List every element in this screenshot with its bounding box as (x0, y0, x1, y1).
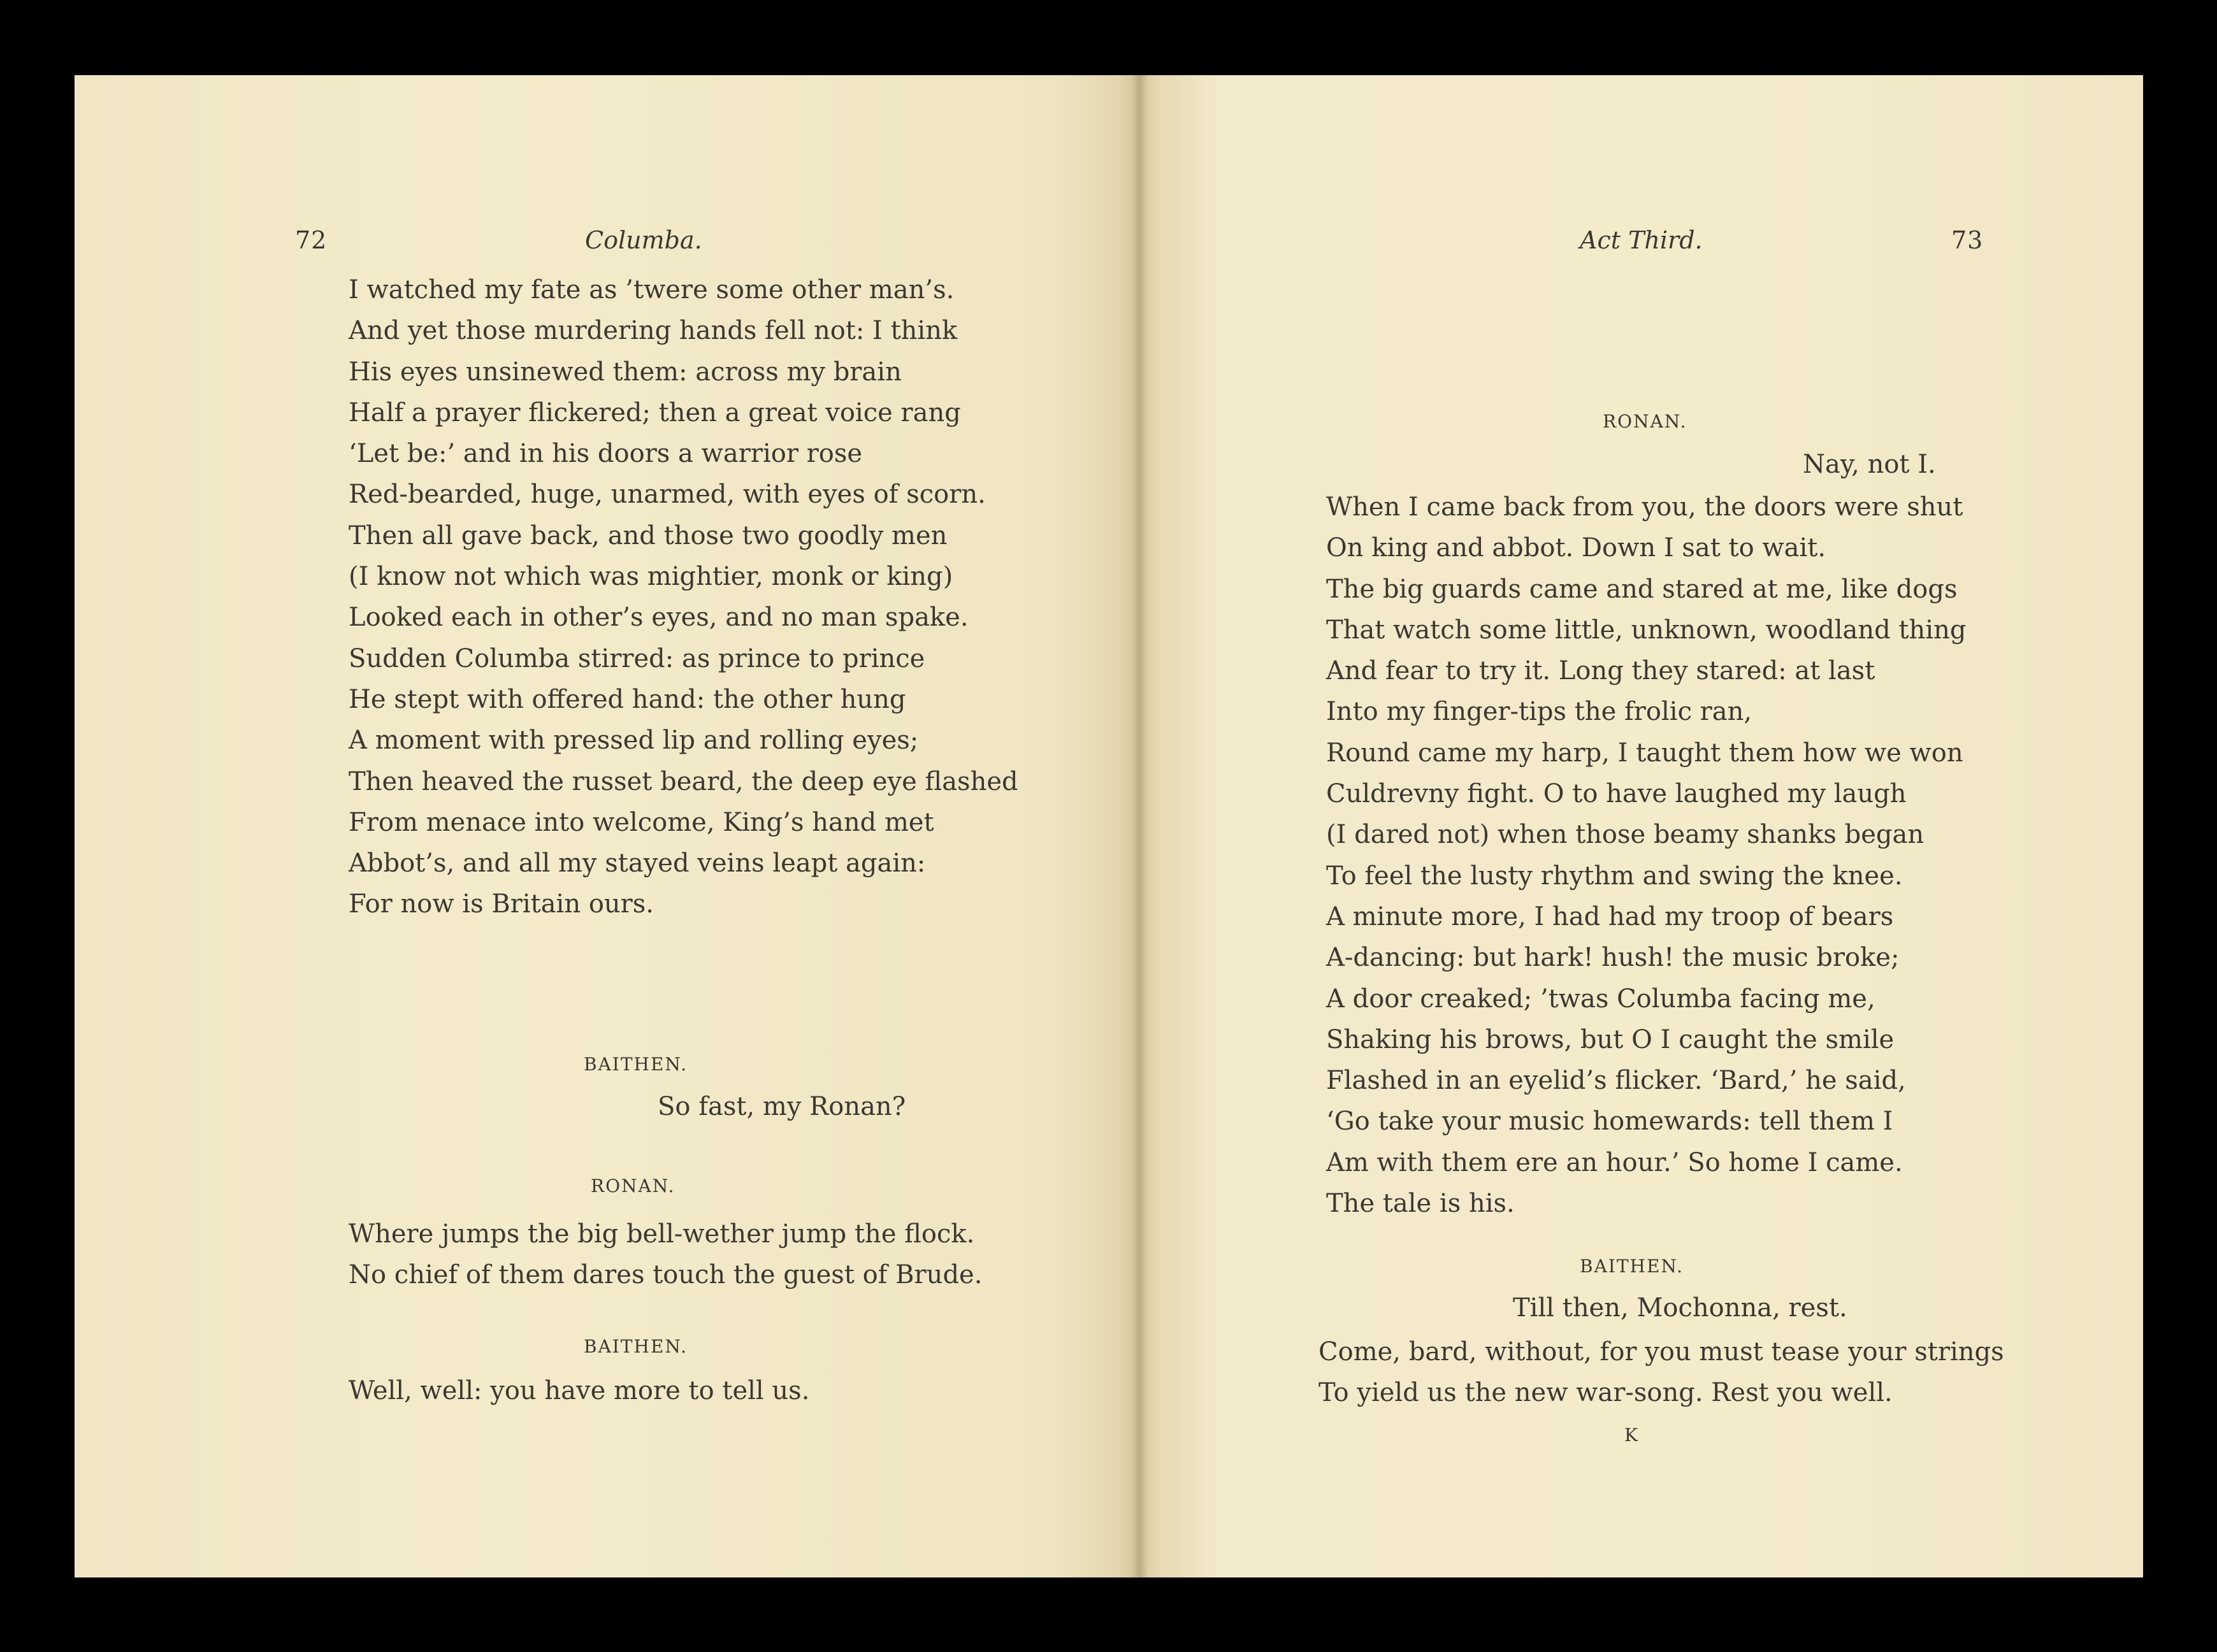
verse-line: Red-bearded, huge, unarmed, with eyes of scorn. (349, 480, 986, 510)
verse-block-ronan-right (1326, 487, 1966, 1224)
verse-line-indented: So fast, my Ronan? (658, 1092, 906, 1121)
verse-line: The tale is his. (1326, 1189, 1515, 1219)
right-page (1140, 75, 2143, 1577)
verse-line: Half a prayer flickered; then a great voice rang (349, 398, 961, 427)
speaker-heading: RONAN. (1603, 411, 1687, 432)
book-gutter (1132, 75, 1148, 1577)
verse-line: A minute more, I had had my troop of bears (1326, 901, 1894, 931)
signature-mark: K (1624, 1425, 1638, 1446)
verse-line: Then all gave back, and those two goodly men (349, 521, 948, 550)
verse-line: From menace into welcome, King’s hand met (349, 807, 934, 837)
verse-line: On king and abbot. Down I sat to wait. (1326, 533, 1826, 563)
verse-line: That watch some little, unknown, woodland thing (1326, 615, 1967, 645)
verse-line: Then heaved the russet beard, the deep eye flashed (349, 766, 1018, 796)
verse-line: And fear to try it. Long they stared: at last (1326, 656, 1875, 686)
verse-line: His eyes unsinewed them: across my brain (349, 357, 902, 387)
verse-line: Abbot’s, and all my stayed veins leapt again: (349, 849, 926, 879)
verse-block-opening (349, 269, 1018, 925)
verse-line: And yet those murdering hands fell not: I think (349, 316, 958, 346)
verse-line: I watched my fate as ’twere some other man’s. (349, 275, 955, 305)
verse-line: Sudden Columba stirred: as prince to prince (349, 643, 925, 673)
verse-line: ‘Go take your music homewards: tell them I (1326, 1107, 1893, 1137)
running-title-left: Columba. (585, 226, 702, 254)
verse-line: Flashed in an eyelid’s flicker. ‘Bard,’ he said, (1326, 1066, 1906, 1096)
verse-block-ronan (349, 1214, 982, 1296)
verse-line: Am with them ere an hour.’ So home I came. (1326, 1147, 1903, 1177)
verse-line: To yield us the new war-song. Rest you well. (1318, 1378, 1893, 1408)
verse-line: Looked each in other’s eyes, and no man spake. (349, 603, 969, 633)
verse-line: For now is Britain ours. (349, 889, 654, 919)
verse-block-baithen-right (1318, 1332, 2004, 1414)
verse-line: (I dared not) when those beamy shanks began (1326, 820, 1925, 850)
page-number-right: 73 (1951, 226, 1984, 254)
verse-line: No chief of them dares touch the guest of Brude. (349, 1260, 983, 1290)
speaker-heading: BAITHEN. (584, 1054, 688, 1075)
page-number-left: 72 (295, 226, 328, 254)
verse-line: A-dancing: but hark! hush! the music broke; (1326, 943, 1900, 973)
verse-line-indented: Nay, not I. (1803, 450, 1936, 479)
verse-line: To feel the lusty rhythm and swing the knee. (1326, 861, 1903, 891)
speaker-heading: BAITHEN. (584, 1336, 688, 1357)
verse-line: The big guards came and stared at me, like dogs (1326, 574, 1958, 604)
verse-line: Into my finger-tips the frolic ran, (1326, 697, 1752, 727)
verse-line: Well, well: you have more to tell us. (349, 1376, 810, 1405)
running-title-right: Act Third. (1580, 226, 1703, 254)
left-page (75, 75, 1140, 1577)
verse-line-indented: Till then, Mochonna, rest. (1513, 1293, 1847, 1323)
verse-line: Culdrevny fight. O to have laughed my laugh (1326, 779, 1907, 809)
verse-line: A door creaked; ’twas Columba facing me, (1326, 984, 1875, 1014)
verse-line: Round came my harp, I taught them how we won (1326, 738, 1963, 768)
speaker-heading: BAITHEN. (1580, 1256, 1684, 1277)
verse-line: Come, bard, without, for you must tease your strings (1318, 1337, 2004, 1367)
verse-line: When I came back from you, the doors were shut (1326, 492, 1963, 522)
verse-line: A moment with pressed lip and rolling eyes; (349, 726, 919, 756)
verse-line: Where jumps the big bell-wether jump the flock. (349, 1219, 975, 1249)
verse-line: Shaking his brows, but O I caught the smile (1326, 1024, 1895, 1054)
verse-line: (I know not which was mightier, monk or king) (349, 562, 953, 592)
verse-line: ‘Let be:’ and in his doors a warrior rose (349, 439, 863, 469)
speaker-heading: RONAN. (591, 1175, 675, 1196)
verse-line: He stept with offered hand: the other hung (349, 684, 906, 714)
